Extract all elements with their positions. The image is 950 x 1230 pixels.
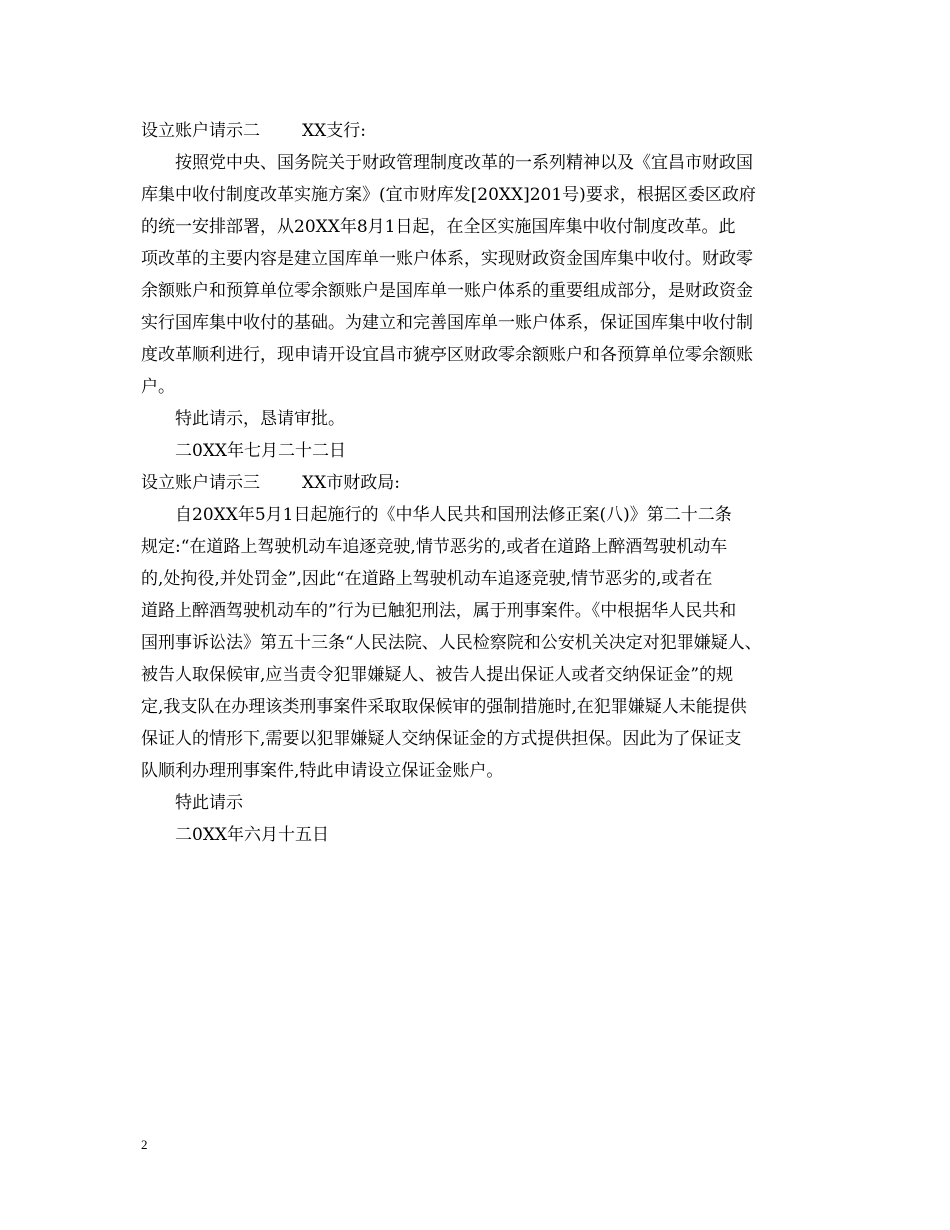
- section3-date: 二0XX年六月十五日: [175, 825, 330, 845]
- section2-body-line: 户。: [141, 377, 175, 397]
- section2-heading: [141, 115, 821, 147]
- section3-heading: [141, 467, 821, 499]
- section2-body-line: 度改革顺利进行，现申请开设宜昌市猇亭区财政零余额账户和各预算单位零余额账: [141, 345, 753, 365]
- section3-body-line: 道路上醉酒驾驶机动车的”行为已触犯刑法，属于刑事案件。《中根据华人民共和: [141, 601, 737, 621]
- section3-body-line: 的,处拘役,并处罚金”,因此“在道路上驾驶机动车追逐竞驶,情节恶劣的,或者在: [141, 569, 713, 589]
- section2-addressee: XX支行:: [302, 121, 366, 141]
- section3-body-line: 定,我支队在办理该类刑事案件采取取保候审的强制措施时,在犯罪嫌疑人未能提供: [141, 697, 747, 717]
- section2-body-line: 余额账户和预算单位零余额账户是国库单一账户体系的重要组成部分，是财政资金: [141, 281, 753, 301]
- section2-title: 设立账户请示二: [141, 121, 260, 141]
- section2-date: 二0XX年七月二十二日: [175, 441, 347, 461]
- section3-title: 设立账户请示三: [141, 473, 260, 493]
- section2-body-line: 的统一安排部署，从20XX年8月1日起，在全区实施国库集中收付制度改革。此: [141, 217, 736, 237]
- section3-body-line: 自20XX年5月1日起施行的《中华人民共和国刑法修正案(八)》第二十二条: [175, 505, 732, 525]
- section3-closing: 特此请示: [175, 793, 243, 813]
- section3-body-line: 国刑事诉讼法》第五十三条“人民法院、人民检察院和公安机关决定对犯罪嫌疑人、: [141, 633, 762, 653]
- section2-body-line: 库集中收付制度改革实施方案》(宜市财库发[20XX]201号)要求，根据区委区政府: [141, 185, 756, 205]
- document-body: [141, 115, 821, 851]
- section3-body-line: 队顺利办理刑事案件,特此申请设立保证金账户。: [141, 761, 504, 781]
- section3-body-line: 保证人的情形下,需要以犯罪嫌疑人交纳保证金的方式提供担保。因此为了保证支: [141, 729, 742, 749]
- section2-body-line: 实行国库集中收付的基础。为建立和完善国库单一账户体系，保证国库集中收付制: [141, 313, 753, 333]
- page-number: 2: [141, 1137, 148, 1152]
- section3-body-line: 被告人取保候审,应当责令犯罪嫌疑人、被告人提出保证人或者交纳保证金”的规: [141, 665, 734, 685]
- section2-body-line: 项改革的主要内容是建立国库单一账户体系，实现财政资金国库集中收付。财政零: [141, 249, 753, 269]
- section2-body-line: 按照党中央、国务院关于财政管理制度改革的一系列精神以及《宜昌市财政国: [175, 153, 753, 173]
- section2-closing: 特此请示，恳请审批。: [175, 409, 345, 429]
- section3-body-line: 规定:“在道路上驾驶机动车追逐竞驶,情节恶劣的,或者在道路上醉酒驾驶机动车: [141, 537, 728, 557]
- section3-addressee: XX市财政局:: [302, 473, 400, 493]
